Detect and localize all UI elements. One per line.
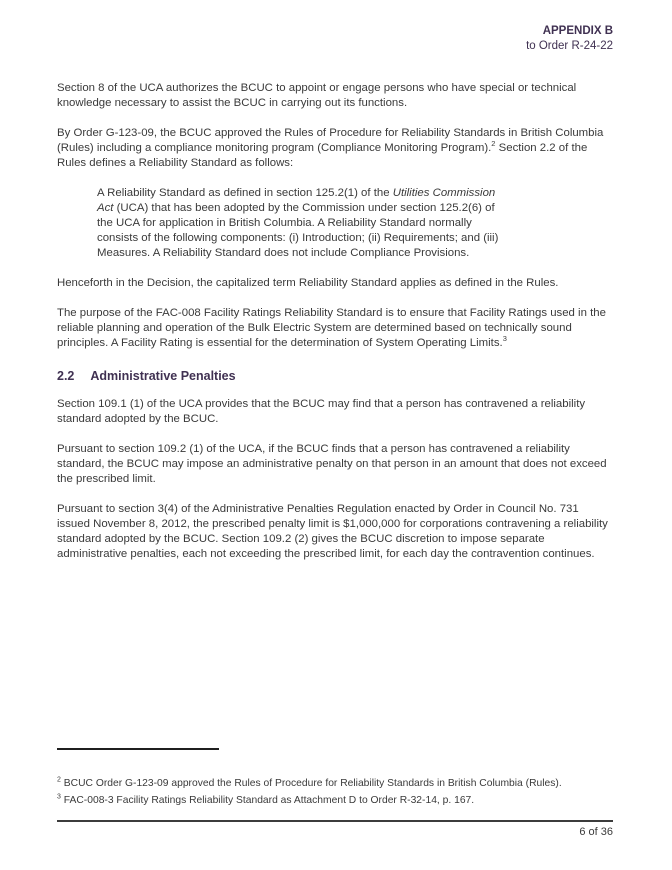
footnote-2 (57, 775, 613, 792)
section-heading-administrative-penalties (57, 368, 613, 384)
footnote-2-marker: 2 (57, 776, 61, 784)
footnote-reference-2: 2 (491, 139, 496, 149)
page-footer (57, 820, 613, 840)
footnote-3-marker: 3 (57, 793, 61, 801)
reliability-standard-quote (97, 186, 513, 261)
quote-text-pre: A Reliability Standard as defined in section 125.2(1) of the (97, 187, 393, 199)
paragraph-order-g123-text: By Order G-123-09, the BCUC approved the Rules of Procedure for Reliability Standards in British Columbia (Rules) including a compliance monitoring program (Compliance Monitoring Program). (57, 127, 604, 154)
paragraph-fac008-purpose (57, 306, 613, 351)
footnote-3-text: FAC-008-3 Facility Ratings Reliability Standard as Attachment D to Order R-32-14, p. 167. (63, 795, 475, 806)
section-number: 2.2 (57, 369, 75, 383)
act-title-italic: Utilities Commission Act (97, 187, 496, 214)
section-title: Administrative Penalties (90, 369, 236, 383)
paragraph-section-109-1: Section 109.1 (1) of the UCA provides that the BCUC may find that a person has contravened a reliability standard adopted by the BCUC. (57, 398, 586, 425)
document-header (57, 24, 613, 54)
paragraph-fac008-text: The purpose of the FAC-008 Facility Ratings Reliability Standard is to ensure that Facility Ratings used in the reliable planning and operation of the Bulk Electric System are determined based on technically sound principles. A Facility Rating is essential for the determination of System Operating Limits. (57, 307, 606, 349)
order-reference: to Order R-24-22 (526, 40, 613, 52)
paragraph-section8: Section 8 of the UCA authorizes the BCUC to appoint or engage persons who have special or technical knowledge necessary to assist the BCUC in carrying out its functions. (57, 82, 577, 109)
paragraph-penalties-regulation: Pursuant to section 3(4) of the Administrative Penalties Regulation enacted by Order in Council No. 731 issued November 8, 2012, the prescribed penalty limit is $1,000,000 for corporations contravening a reliability standard adopted by the BCUC. Section 109.2 (2) gives the BCUC discretion to impose separate administrative penalties, each not exceeding the prescribed limit, for each day the contravention continues. (57, 503, 608, 560)
quote-text-post: (UCA) that has been adopted by the Commission under section 125.2(6) of the UCA for application in British Columbia. A Reliability Standard normally consists of the following components: (i) Introduction; (ii) Requirements; and (iii) Measures. A Reliability Standard does not include Compliance Provisions. (97, 202, 499, 259)
page-number: 6 of 36 (579, 826, 613, 838)
footnote-3 (57, 792, 613, 809)
page-content (57, 24, 613, 577)
appendix-label: APPENDIX B (542, 25, 613, 37)
paragraph-henceforth: Henceforth in the Decision, the capitalized term Reliability Standard applies as defined in the Rules. (57, 277, 559, 289)
footnote-area (57, 748, 613, 809)
footnote-2-text: BCUC Order G-123-09 approved the Rules of Procedure for Reliability Standards in British Columbia (Rules). (63, 778, 562, 789)
paragraph-order-g123-continued: Section 2.2 of the Rules defines a Reliability Standard as follows: (57, 142, 588, 169)
footnote-separator-rule (57, 748, 219, 750)
paragraph-order-g123 (57, 126, 613, 171)
footnote-reference-3: 3 (502, 334, 507, 344)
paragraph-section-109-2: Pursuant to section 109.2 (1) of the UCA, if the BCUC finds that a person has contravened a reliability standard, the BCUC may impose an administrative penalty on that person in an amount that does not exceed the prescribed limit. (57, 443, 607, 485)
